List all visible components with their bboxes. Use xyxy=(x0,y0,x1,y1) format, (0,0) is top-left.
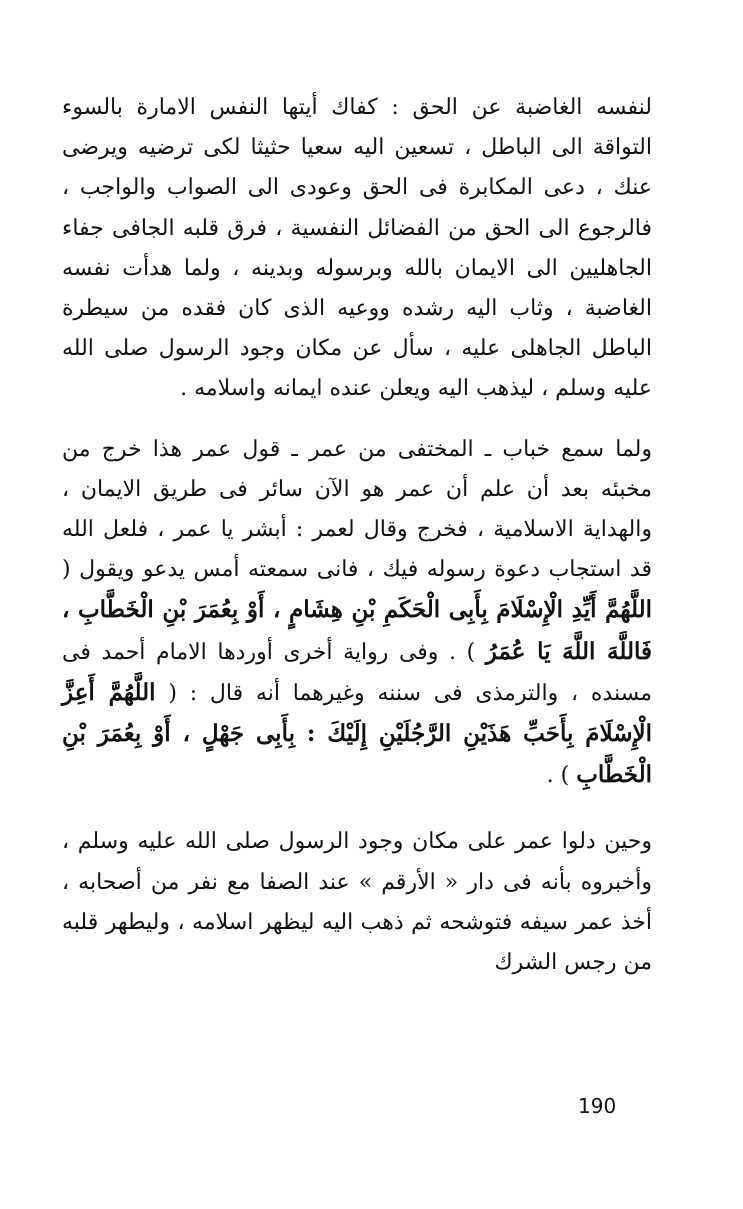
paragraph-3: وحين دلوا عمر على مكان وجود الرسول صلى الله عليه وسلم ، وأخبروه بأنه فى دار « الأرقم » عند الصفا مع نفر من أصحابه ، أخذ عمر سيفه فتوشحه ثم ذهب اليه ليظهر اسلامه ، وليطهر قلبه من رجس الشرك xyxy=(62,829,652,976)
body-text xyxy=(62,88,652,983)
hadith-quote-2: اللَّهُمَّ أَعِزَّ الْإِسْلَامَ بِأَحَبِّ هَذَيْنِ الرَّجُلَيْنِ إِلَيْكَ : بِأَبِى جَهْلٍ ، أَوْ بِعُمَرَ بْنِ الْخَطَّابِ xyxy=(62,678,652,789)
paragraph-2-text-3: ) . xyxy=(546,763,577,789)
paragraph-2-text-1: ولما سمع خباب ـ المختفى من عمر ـ قول عمر هذا خرج من مخبئه بعد أن علم أن عمر هو الآن سائر فى طريق الايمان ، والهداية الاسلامية ، فخرج وقال لعمر : أبشر يا عمر ، فلعل الله قد استجاب دعوة رسوله فيك ، فانى سمعته أمس يدعو ويقول ( xyxy=(62,436,652,583)
page-number: 190 xyxy=(578,1094,617,1118)
paragraph-1: لنفسه الغاضبة عن الحق : كفاك أيتها النفس الامارة بالسوء التواقة الى الباطل ، تسعين اليه سعيا حثيثا لكى ترضيه ويرضى عنك ، دعى المكابرة فى الحق وعودى الى الصواب والواجب ، فالرجوع الى الحق من الفضائل النفسية ، فرق قلبه الجافى جفاء الجاهليين الى الايمان بالله وبرسوله وبدينه ، ولما هدأت نفسه الغاضبة ، وثاب اليه رشده ووعيه الذى كان فقده من سيطرة الباطل الجاهلى عليه ، سأل عن مكان وجود الرسول صلى الله عليه وسلم ، ليذهب اليه ويعلن عنده ايمانه واسلامه . xyxy=(62,95,652,402)
paragraph-2-text-2: ) . وفى رواية أخرى أوردها الامام أحمد فى مسنده ، والترمذى فى سننه وغيرهما أنه قال : ( xyxy=(62,639,653,706)
paragraph-2 xyxy=(62,430,652,797)
hadith-quote-1: اللَّهُمَّ أَيِّدِ الْإِسْلَامَ بِأَبِى الْحَكَمِ بْنِ هِشَامٍ ، أَوْ بِعُمَرَ بْنِ الْخَطَّابِ ، فَاللَّهَ اللَّهَ يَا عُمَرُ xyxy=(62,596,652,665)
